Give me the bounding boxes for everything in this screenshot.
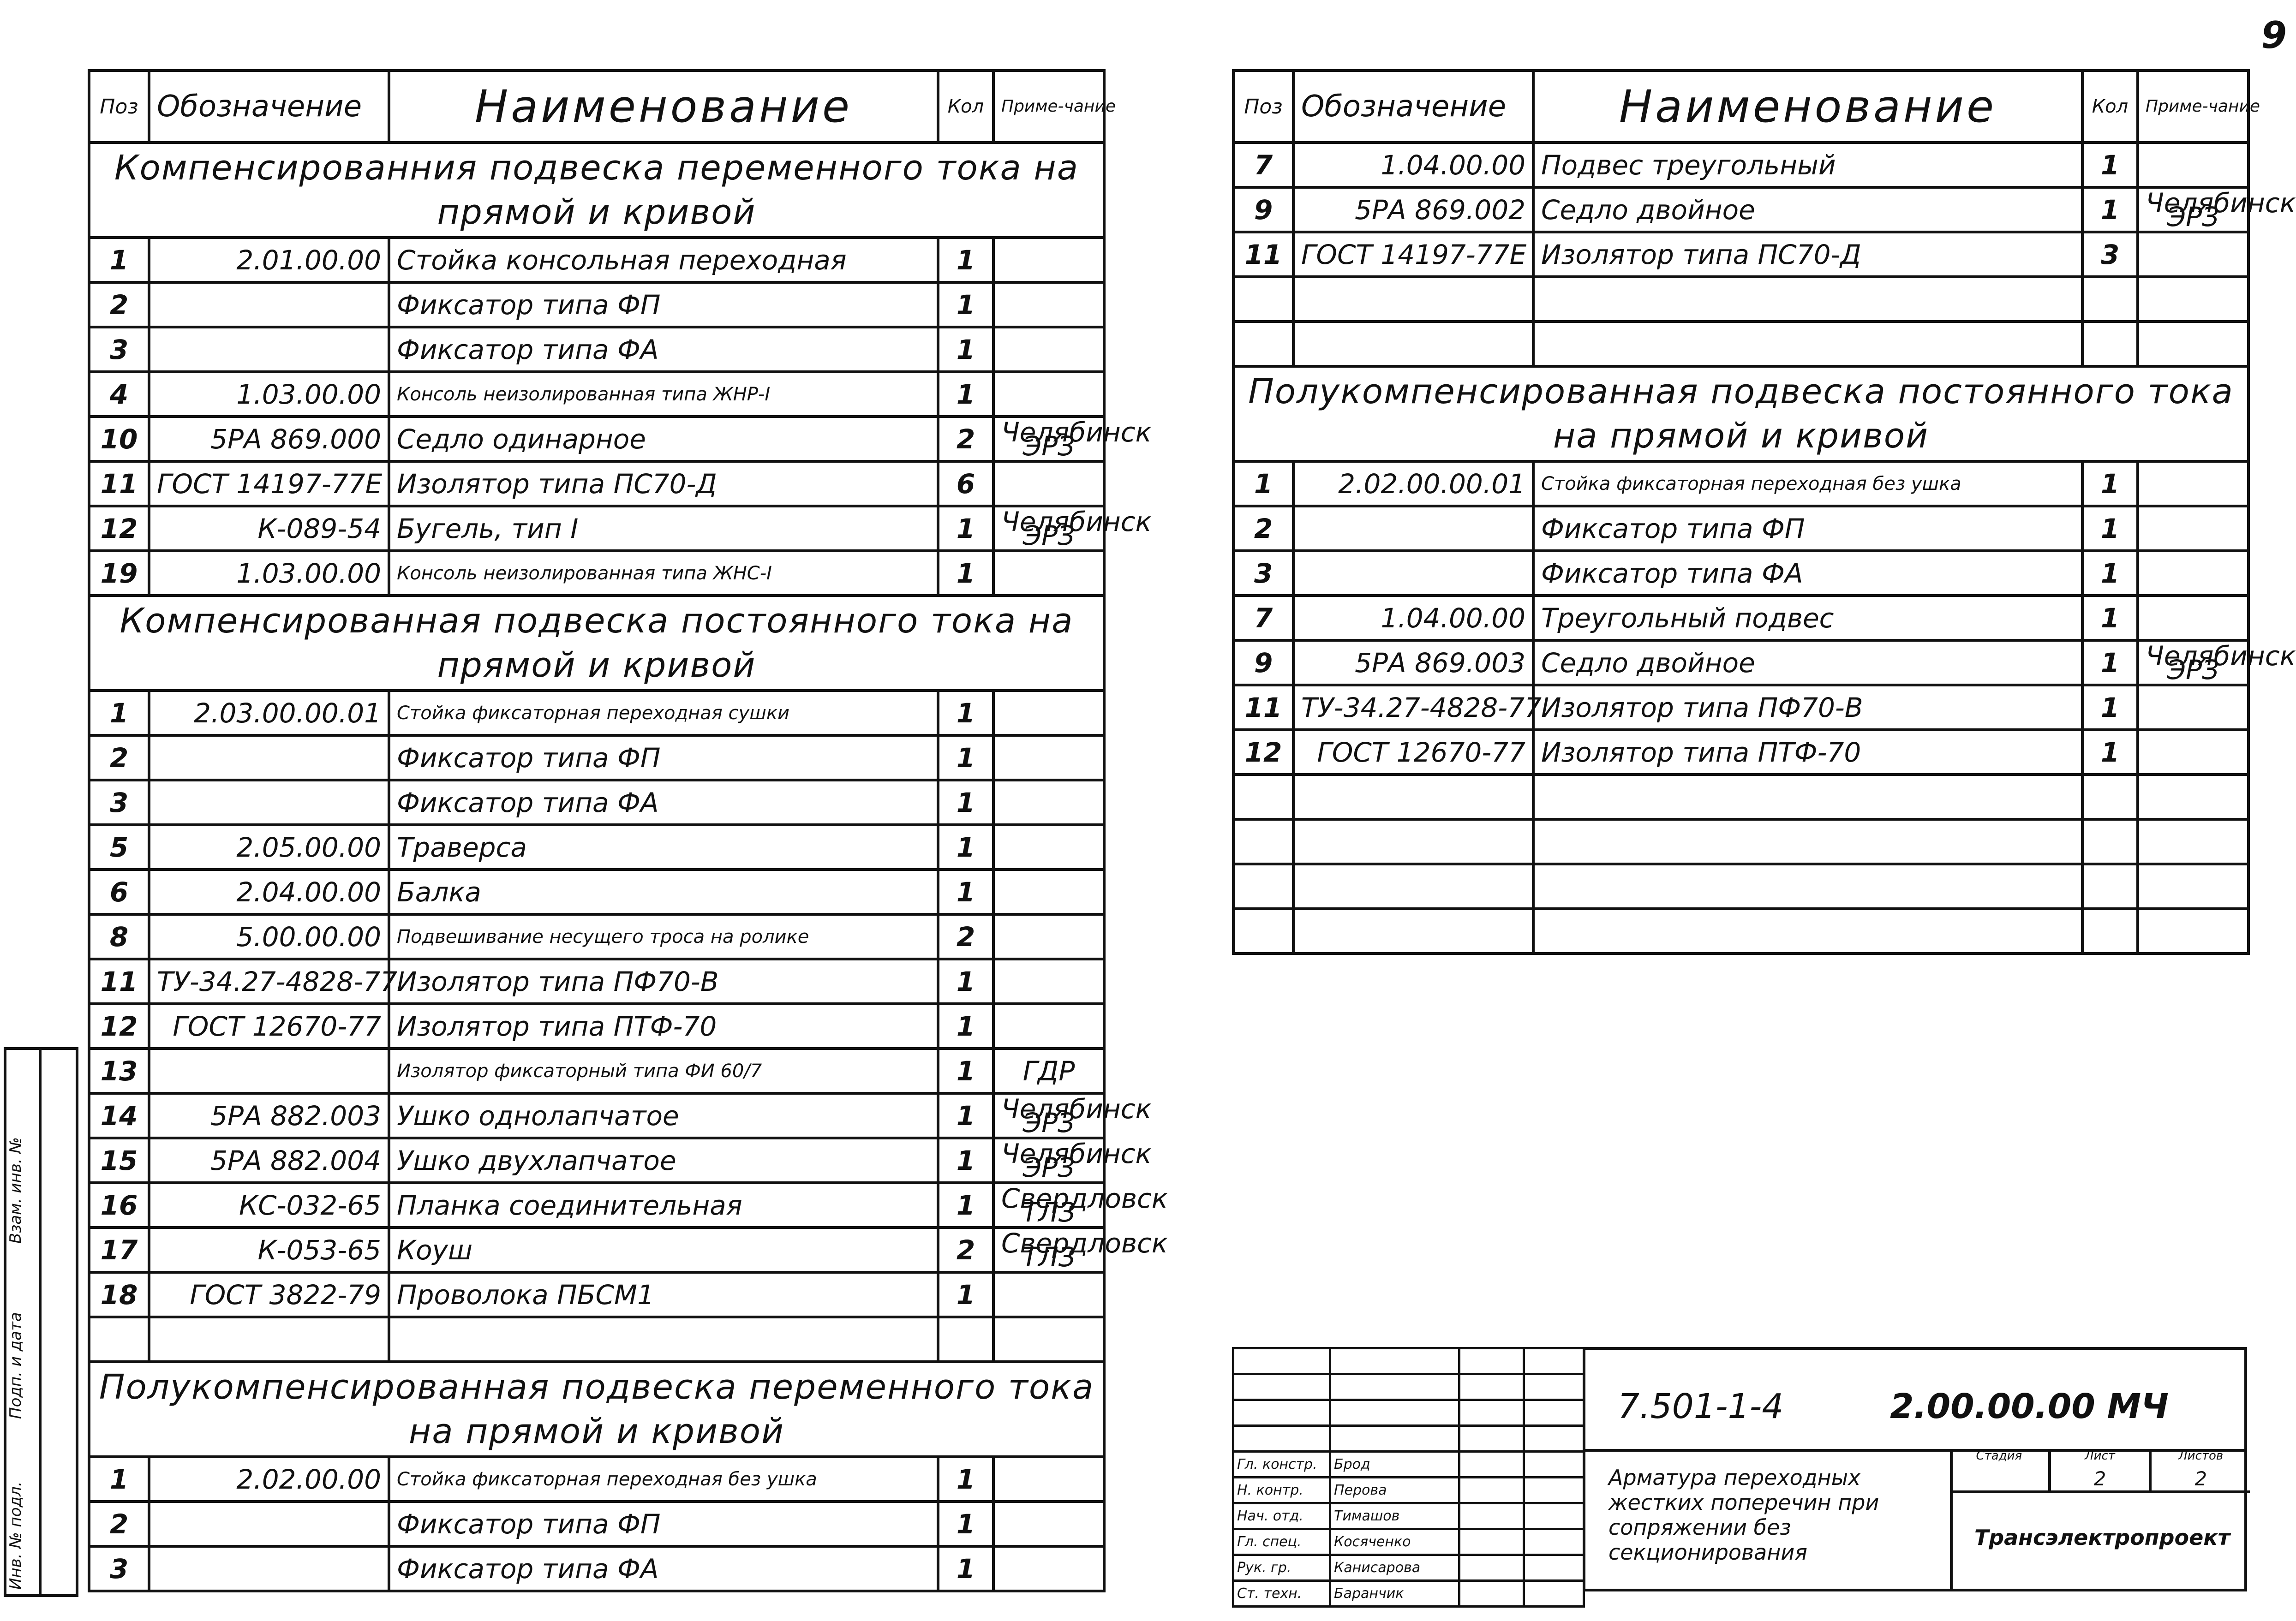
sheet-value: 2 xyxy=(2093,1467,2106,1490)
row-designation: К-089-54 xyxy=(149,506,389,551)
row-pos: 7 xyxy=(1233,596,1293,640)
row-designation: 1.04.00.00 xyxy=(1293,596,1533,640)
row-qty: 1 xyxy=(938,1546,993,1591)
signature-role: Нач. отд. xyxy=(1233,1503,1330,1529)
row-designation: 2.02.00.00.01 xyxy=(1293,461,1533,506)
signature-role: Н. контр. xyxy=(1233,1478,1330,1503)
row-note xyxy=(993,825,1104,870)
row-pos: 2 xyxy=(89,282,149,327)
row-qty: 1 xyxy=(938,1138,993,1183)
blank-row xyxy=(1233,819,2248,864)
row-note xyxy=(993,372,1104,417)
signature-cell xyxy=(1459,1555,1524,1581)
row-qty: 2 xyxy=(938,417,993,461)
row-qty: 1 xyxy=(938,870,993,914)
row-note: Челябинск ЭРЗ xyxy=(993,506,1104,551)
date-cell xyxy=(1524,1581,1584,1607)
row-qty: 1 xyxy=(938,238,993,282)
row-qty: 1 xyxy=(938,506,993,551)
row-designation: 2.05.00.00 xyxy=(149,825,389,870)
row-qty: 1 xyxy=(938,1049,993,1093)
signature-row xyxy=(1233,1503,1584,1529)
row-pos: 11 xyxy=(1233,232,1293,277)
table-row xyxy=(1233,461,2248,506)
row-designation: ГОСТ 14197-77Е xyxy=(149,461,389,506)
row-name: Изолятор фиксаторный типа ФИ 60/7 xyxy=(389,1049,938,1093)
row-note xyxy=(993,959,1104,1004)
signature-row xyxy=(1233,1452,1584,1478)
section-rows xyxy=(89,691,1168,1317)
table-row xyxy=(89,327,1104,372)
table-row xyxy=(1233,187,2248,232)
header-qty: Кол xyxy=(938,71,993,143)
row-name: Консоль неизолированная типа ЖНС-I xyxy=(389,551,938,596)
row-note xyxy=(993,691,1104,735)
row-qty: 1 xyxy=(2082,730,2138,775)
section-rows xyxy=(89,1457,1104,1591)
row-pos: 1 xyxy=(89,691,149,735)
blank-row xyxy=(1233,775,2248,819)
table-row xyxy=(1233,640,2248,685)
row-pos: 2 xyxy=(89,1502,149,1546)
table-row xyxy=(89,506,1104,551)
signature-row xyxy=(1233,1478,1584,1503)
row-qty: 1 xyxy=(938,1502,993,1546)
row-name: Проволока ПБСМ1 xyxy=(389,1272,938,1317)
row-qty: 1 xyxy=(938,1004,993,1049)
section-heading xyxy=(89,143,1104,238)
row-designation: 2.04.00.00 xyxy=(149,870,389,914)
row-pos: 11 xyxy=(89,959,149,1004)
row-note: ГДР xyxy=(993,1049,1104,1093)
signature-role: Рук. гр. xyxy=(1233,1555,1330,1581)
header-name: Наименование xyxy=(1533,71,2082,143)
row-name: Траверса xyxy=(389,825,938,870)
row-qty: 3 xyxy=(2082,232,2138,277)
row-name: Коуш xyxy=(389,1228,938,1272)
row-qty: 2 xyxy=(938,1228,993,1272)
signature-name: Тимашов xyxy=(1330,1503,1459,1529)
row-note: Челябинск ЭРЗ xyxy=(993,417,1104,461)
row-note xyxy=(993,1457,1104,1502)
row-pos: 13 xyxy=(89,1049,149,1093)
row-designation: 5РА 869.002 xyxy=(1293,187,1533,232)
table-row xyxy=(89,282,1104,327)
section-title: Полукомпенсированная подвеска постоянного тока на прямой и кривой xyxy=(1233,366,2248,461)
row-qty: 1 xyxy=(2082,506,2138,551)
title-block xyxy=(1232,1347,2247,1602)
row-pos: 2 xyxy=(1233,506,1293,551)
row-designation: 5.00.00.00 xyxy=(149,914,389,959)
row-pos: 11 xyxy=(1233,685,1293,730)
section-heading xyxy=(1233,366,2248,461)
signature-name: Канисарова xyxy=(1330,1555,1459,1581)
row-note: Свердловск ТЛЗ xyxy=(993,1183,1104,1228)
table-row xyxy=(89,780,1104,825)
row-designation: 1.04.00.00 xyxy=(1293,143,1533,187)
row-note: Свердловск ТЛЗ xyxy=(993,1228,1104,1272)
row-pos: 7 xyxy=(1233,143,1293,187)
table-row xyxy=(1233,685,2248,730)
row-name: Ушко однолапчатое xyxy=(389,1093,938,1138)
row-note xyxy=(993,1004,1104,1049)
signature-grid xyxy=(1232,1347,1585,1608)
blank-row xyxy=(1233,322,2248,366)
signature-cell xyxy=(1459,1529,1524,1555)
row-qty: 1 xyxy=(2082,596,2138,640)
row-note: Челябинск ЭРЗ xyxy=(2138,187,2248,232)
section-rows xyxy=(1233,461,2296,775)
row-name: Стойка консольная переходная xyxy=(389,238,938,282)
row-name: Изолятор типа ПФ70-В xyxy=(389,959,938,1004)
table-row xyxy=(89,959,1104,1004)
date-cell xyxy=(1524,1452,1584,1478)
row-note xyxy=(993,551,1104,596)
row-pos: 1 xyxy=(89,1457,149,1502)
row-qty: 1 xyxy=(2082,685,2138,730)
signature-cell xyxy=(1459,1478,1524,1503)
sheet-info xyxy=(1950,1449,2250,1493)
row-name: Седло одинарное xyxy=(389,417,938,461)
row-designation xyxy=(149,1502,389,1546)
section-title: Компенсированная подвеска постоянного тока на прямой и кривой xyxy=(89,596,1104,691)
row-designation xyxy=(149,1546,389,1591)
row-designation: 2.01.00.00 xyxy=(149,238,389,282)
row-designation: ГОСТ 12670-77 xyxy=(1293,730,1533,775)
row-name: Фиксатор типа ФА xyxy=(389,780,938,825)
signature-name: Перова xyxy=(1330,1478,1459,1503)
stage-cell xyxy=(1950,1449,2051,1490)
row-note xyxy=(993,1272,1104,1317)
stage-label: Стадия xyxy=(1976,1449,2022,1463)
row-pos: 17 xyxy=(89,1228,149,1272)
row-note xyxy=(993,1546,1104,1591)
row-designation: 5РА 869.003 xyxy=(1293,640,1533,685)
row-pos: 12 xyxy=(1233,730,1293,775)
row-name: Подвес треугольный xyxy=(1533,143,2082,187)
header-designation: Обозначение xyxy=(1293,71,1533,143)
row-designation: ГОСТ 14197-77Е xyxy=(1293,232,1533,277)
document-number: 2.00.00.00 МЧ xyxy=(1890,1387,2169,1426)
row-pos: 6 xyxy=(89,870,149,914)
header-pos: Поз xyxy=(1233,71,1293,143)
row-name: Фиксатор типа ФП xyxy=(389,735,938,780)
row-qty: 1 xyxy=(938,1093,993,1138)
sheets-cell xyxy=(2152,1449,2250,1490)
row-note xyxy=(2138,461,2248,506)
row-name: Подвешивание несущего троса на ролике xyxy=(389,914,938,959)
section-title: Компенсированния подвеска переменного тока на прямой и кривой xyxy=(89,143,1104,238)
row-note xyxy=(993,327,1104,372)
table-row xyxy=(89,1228,1104,1272)
table-row xyxy=(89,1183,1104,1228)
table-row xyxy=(89,1049,1104,1093)
row-note xyxy=(993,461,1104,506)
row-qty: 1 xyxy=(938,327,993,372)
row-pos: 12 xyxy=(89,1004,149,1049)
date-cell xyxy=(1524,1503,1584,1529)
table-row xyxy=(89,1502,1104,1546)
side-label-replace: Взам. инв. № xyxy=(6,1137,25,1244)
signature-role: Гл. спец. xyxy=(1233,1529,1330,1555)
row-qty: 1 xyxy=(938,825,993,870)
row-qty: 6 xyxy=(938,461,993,506)
row-designation: 5РА 882.004 xyxy=(149,1138,389,1183)
table-row xyxy=(89,1004,1104,1049)
row-pos: 3 xyxy=(89,780,149,825)
side-stamp-strip xyxy=(4,1047,78,1597)
row-note xyxy=(993,914,1104,959)
table-row xyxy=(1233,232,2248,277)
left-spec-table xyxy=(88,69,1168,1592)
page-mark: 9 xyxy=(2261,14,2287,57)
row-qty: 1 xyxy=(2082,640,2138,685)
date-cell xyxy=(1524,1555,1584,1581)
row-name: Седло двойное xyxy=(1533,187,2082,232)
row-note xyxy=(2138,685,2248,730)
row-note xyxy=(2138,596,2248,640)
table-row xyxy=(89,1272,1104,1317)
row-pos: 1 xyxy=(89,238,149,282)
row-note xyxy=(993,238,1104,282)
sheet-label: Лист xyxy=(2085,1449,2115,1463)
row-name: Изолятор типа ПТФ-70 xyxy=(1533,730,2082,775)
row-designation: 1.03.00.00 xyxy=(149,372,389,417)
signature-row xyxy=(1233,1529,1584,1555)
row-pos: 2 xyxy=(89,735,149,780)
blank-row xyxy=(1233,909,2248,954)
row-designation: ТУ-34.27-4828-77 xyxy=(1293,685,1533,730)
table-row xyxy=(89,825,1104,870)
row-pos: 18 xyxy=(89,1272,149,1317)
row-note: Челябинск ЭРЗ xyxy=(993,1093,1104,1138)
signature-role: Ст. техн. xyxy=(1233,1581,1330,1607)
table-header xyxy=(89,71,1104,143)
row-pos: 16 xyxy=(89,1183,149,1228)
row-qty: 1 xyxy=(938,372,993,417)
signature-row xyxy=(1233,1581,1584,1607)
row-qty: 2 xyxy=(938,914,993,959)
table-row xyxy=(1233,730,2248,775)
table-row xyxy=(89,372,1104,417)
table-row xyxy=(89,461,1104,506)
section-title: Полукомпенсированная подвеска переменного тока на прямой и кривой xyxy=(89,1362,1104,1457)
row-designation xyxy=(149,282,389,327)
row-pos: 3 xyxy=(89,1546,149,1591)
row-note xyxy=(993,1502,1104,1546)
row-pos: 15 xyxy=(89,1138,149,1183)
table-row xyxy=(89,1093,1104,1138)
blank-row xyxy=(1233,864,2248,909)
row-name: Фиксатор типа ФП xyxy=(389,1502,938,1546)
row-name: Изолятор типа ПС70-Д xyxy=(1533,232,2082,277)
row-note xyxy=(993,780,1104,825)
row-qty: 1 xyxy=(938,1457,993,1502)
row-pos: 9 xyxy=(1233,640,1293,685)
table-row xyxy=(89,1546,1104,1591)
row-pos: 3 xyxy=(1233,551,1293,596)
blank-row xyxy=(89,1317,1104,1362)
row-designation xyxy=(149,780,389,825)
table-row xyxy=(89,238,1104,282)
side-label-inv: Инв. № подл. xyxy=(6,1481,25,1590)
row-designation: 2.03.00.00.01 xyxy=(149,691,389,735)
row-qty: 1 xyxy=(938,780,993,825)
row-qty: 1 xyxy=(938,551,993,596)
table-row xyxy=(89,870,1104,914)
row-pos: 12 xyxy=(89,506,149,551)
row-designation: 5РА 869.000 xyxy=(149,417,389,461)
row-note xyxy=(993,282,1104,327)
header-qty: Кол xyxy=(2082,71,2138,143)
row-name: Изолятор типа ПФ70-В xyxy=(1533,685,2082,730)
row-name: Бугель, тип I xyxy=(389,506,938,551)
row-note xyxy=(2138,730,2248,775)
row-pos: 10 xyxy=(89,417,149,461)
row-designation: КС-032-65 xyxy=(149,1183,389,1228)
table-row xyxy=(1233,143,2248,187)
row-name: Седло двойное xyxy=(1533,640,2082,685)
row-note: Челябинск ЭРЗ xyxy=(993,1138,1104,1183)
row-qty: 1 xyxy=(938,691,993,735)
table-row xyxy=(89,417,1104,461)
signature-name: Баранчик xyxy=(1330,1581,1459,1607)
section-heading xyxy=(89,1362,1104,1457)
row-designation: ГОСТ 12670-77 xyxy=(149,1004,389,1049)
sheet-cell xyxy=(2051,1449,2152,1490)
row-name: Треугольный подвес xyxy=(1533,596,2082,640)
header-designation: Обозначение xyxy=(149,71,389,143)
row-note xyxy=(993,870,1104,914)
row-designation xyxy=(149,1049,389,1093)
row-designation xyxy=(149,735,389,780)
section-rows xyxy=(1233,143,2296,277)
section-heading xyxy=(89,596,1104,691)
signature-cell xyxy=(1459,1503,1524,1529)
row-note xyxy=(993,735,1104,780)
row-pos: 4 xyxy=(89,372,149,417)
row-name: Консоль неизолированная типа ЖНР-I xyxy=(389,372,938,417)
section-rows xyxy=(89,238,1152,596)
right-spec-table xyxy=(1232,69,2296,955)
row-name: Стойка фиксаторная переходная сушки xyxy=(389,691,938,735)
row-qty: 1 xyxy=(2082,143,2138,187)
row-qty: 1 xyxy=(2082,187,2138,232)
row-pos: 3 xyxy=(89,327,149,372)
document-code: 7.501-1-4 xyxy=(1618,1387,1784,1426)
row-qty: 1 xyxy=(2082,461,2138,506)
table-row xyxy=(1233,506,2248,551)
row-name: Стойка фиксаторная переходная без ушка xyxy=(389,1457,938,1502)
row-name: Фиксатор типа ФП xyxy=(389,282,938,327)
row-pos: 14 xyxy=(89,1093,149,1138)
row-designation: ГОСТ 3822-79 xyxy=(149,1272,389,1317)
row-name: Фиксатор типа ФА xyxy=(389,327,938,372)
row-qty: 1 xyxy=(938,959,993,1004)
table-row xyxy=(89,551,1104,596)
row-qty: 1 xyxy=(938,282,993,327)
sheets-value: 2 xyxy=(2194,1467,2207,1490)
row-name: Изолятор типа ПТФ-70 xyxy=(389,1004,938,1049)
row-name: Фиксатор типа ФА xyxy=(1533,551,2082,596)
row-pos: 9 xyxy=(1233,187,1293,232)
row-qty: 1 xyxy=(938,1272,993,1317)
row-designation xyxy=(1293,551,1533,596)
row-name: Стойка фиксаторная переходная без ушка xyxy=(1533,461,2082,506)
blank-row xyxy=(1233,277,2248,322)
table-row xyxy=(1233,551,2248,596)
row-note: Челябинск ЭРЗ xyxy=(2138,640,2248,685)
table-row xyxy=(89,1457,1104,1502)
row-designation xyxy=(149,327,389,372)
row-name: Балка xyxy=(389,870,938,914)
row-pos: 11 xyxy=(89,461,149,506)
table-row xyxy=(89,914,1104,959)
sheets-label: Листов xyxy=(2178,1449,2224,1463)
signature-cell xyxy=(1459,1581,1524,1607)
row-note xyxy=(2138,551,2248,596)
date-cell xyxy=(1524,1478,1584,1503)
row-designation: 1.03.00.00 xyxy=(149,551,389,596)
row-name: Планка соединительная xyxy=(389,1183,938,1228)
signature-role: Гл. констр. xyxy=(1233,1452,1330,1478)
row-designation: ТУ-34.27-4828-77 xyxy=(149,959,389,1004)
signature-row xyxy=(1233,1555,1584,1581)
table-row xyxy=(89,735,1104,780)
row-designation: 2.02.00.00 xyxy=(149,1457,389,1502)
row-designation: К-053-65 xyxy=(149,1228,389,1272)
side-label-sign: Подп. и дата xyxy=(6,1312,25,1419)
row-qty: 1 xyxy=(2082,551,2138,596)
header-note: Приме-чание xyxy=(2138,71,2248,143)
row-qty: 1 xyxy=(938,1183,993,1228)
row-pos: 5 xyxy=(89,825,149,870)
table-header xyxy=(1233,71,2248,143)
row-note xyxy=(2138,232,2248,277)
row-note xyxy=(2138,143,2248,187)
row-pos: 8 xyxy=(89,914,149,959)
row-name: Изолятор типа ПС70-Д xyxy=(389,461,938,506)
signature-name: Косяченко xyxy=(1330,1529,1459,1555)
row-designation: 5РА 882.003 xyxy=(149,1093,389,1138)
row-name: Ушко двухлапчатое xyxy=(389,1138,938,1183)
header-name: Наименование xyxy=(389,71,938,143)
row-pos: 19 xyxy=(89,551,149,596)
signature-cell xyxy=(1459,1452,1524,1478)
header-pos: Поз xyxy=(89,71,149,143)
signature-name: Брод xyxy=(1330,1452,1459,1478)
document-title: Арматура переходных жестких поперечин при сопряжении без секционирования xyxy=(1608,1465,1879,1565)
organization-name: Трансэлектропроект xyxy=(1974,1525,2230,1550)
table-row xyxy=(89,691,1104,735)
row-designation xyxy=(1293,506,1533,551)
table-row xyxy=(1233,596,2248,640)
row-name: Фиксатор типа ФА xyxy=(389,1546,938,1591)
title-block-main xyxy=(1583,1347,2247,1591)
row-pos: 1 xyxy=(1233,461,1293,506)
row-name: Фиксатор типа ФП xyxy=(1533,506,2082,551)
table-row xyxy=(89,1138,1104,1183)
row-qty: 1 xyxy=(938,735,993,780)
date-cell xyxy=(1524,1529,1584,1555)
header-note: Приме-чание xyxy=(993,71,1104,143)
row-note xyxy=(2138,506,2248,551)
